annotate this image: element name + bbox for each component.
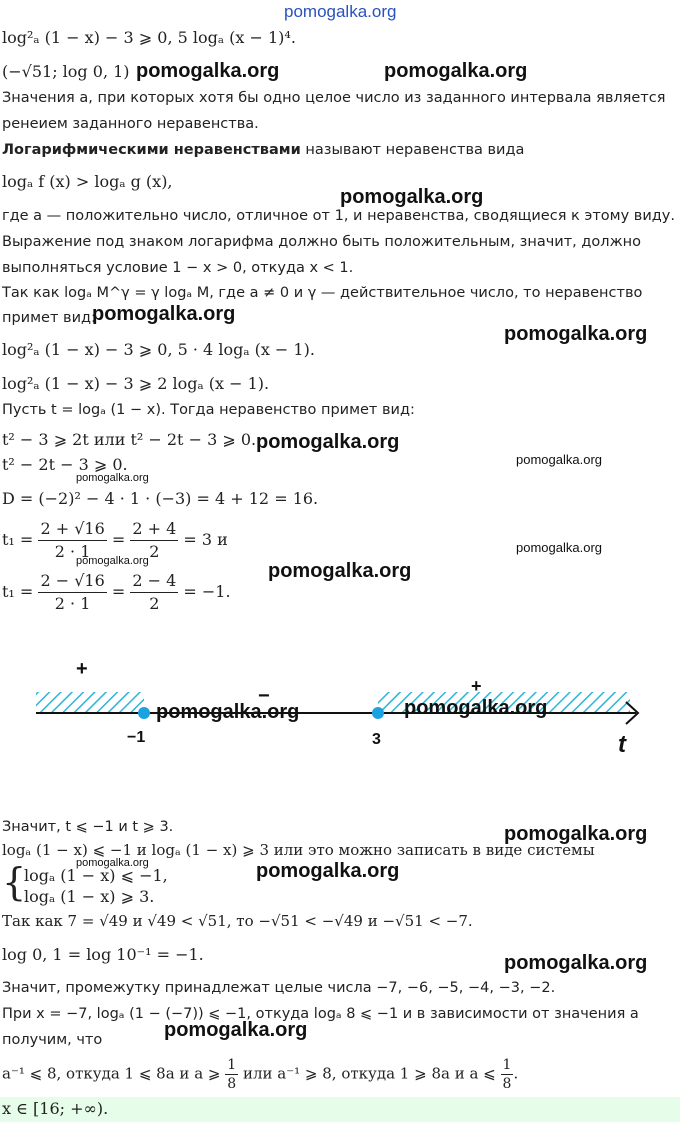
- body-text: Так как logₐ M^γ = γ logₐ M, где a ≠ 0 и γ — действительное число, то неравенство: [2, 285, 643, 301]
- system-brace: {: [2, 860, 27, 904]
- condition-part-1: a⁻¹ ⩽ 8, откуда 1 ⩽ 8a и a ⩾: [2, 1064, 221, 1083]
- interval: (−√51; log 0, 1): [2, 62, 130, 81]
- conclusion: Значит, t ⩽ −1 и t ⩾ 3.: [2, 819, 174, 835]
- numerator: 2 − 4: [130, 570, 178, 593]
- hatch-left: [36, 692, 144, 712]
- watermark: pomogalka.org: [256, 431, 400, 453]
- system-line-2: logₐ (1 − x) ⩾ 3.: [24, 887, 155, 906]
- watermark: pomogalka.org: [92, 303, 236, 325]
- watermark: pomogalka.org: [268, 560, 412, 582]
- sign-right: +: [471, 676, 482, 696]
- integers-text: Значит, промежутку принадлежат целые числа −7, −6, −5, −4, −3, −2.: [2, 980, 556, 996]
- body-text: выполняться условие 1 − x > 0, откуда x < 1.: [2, 260, 354, 276]
- watermark: pomogalka.org: [516, 540, 602, 555]
- definition-rest: называют неравенства вида: [300, 142, 525, 158]
- root-1: t₁ = $\frac{2 + √16}{2 \cdot 1}$ = $\frac{2 + 4}{2}$ = 3 и: [2, 519, 228, 561]
- log-value: log 0, 1 = log 10⁻¹ = −1.: [2, 945, 204, 964]
- discriminant: D = (−2)² − 4 · 1 · (−3) = 4 + 12 = 16.: [2, 489, 319, 508]
- sign-mid: −: [258, 685, 270, 707]
- watermark: pomogalka.org: [384, 60, 528, 82]
- fraction: [501, 1056, 514, 1093]
- numerator: 1: [502, 1057, 512, 1073]
- definition-text: [2, 140, 524, 160]
- watermark-top: pomogalka.org: [284, 2, 397, 21]
- original-inequality: log²ₐ (1 − x) − 3 ⩾ 0, 5 logₐ (x − 1)⁴.: [2, 28, 296, 47]
- label-3: 3: [372, 731, 381, 748]
- answer: x ∈ [16; +∞).: [2, 1099, 109, 1118]
- formula: log²ₐ (1 − x) − 3 ⩾ 2 logₐ (x − 1).: [2, 374, 270, 393]
- system-line-1: logₐ (1 − x) ⩽ −1,: [24, 866, 168, 885]
- answer-bar: [0, 1097, 680, 1122]
- denominator: 2: [149, 594, 160, 613]
- watermark: pomogalka.org: [404, 697, 548, 719]
- body-text: получим, что: [2, 1032, 103, 1048]
- body-text: Выражение под знаком логарифма должно быть положительным, значит, должно: [2, 234, 641, 250]
- watermark: pomogalka.org: [164, 1019, 308, 1041]
- comparison: Так как 7 = √49 и √49 < √51, то −√51 < −√49 и −√51 < −7.: [2, 912, 473, 930]
- root-label: t₁ =: [2, 530, 34, 549]
- watermark: pomogalka.org: [76, 555, 149, 567]
- denominator: 8: [227, 1076, 237, 1092]
- root-value: = 3 и: [183, 530, 228, 549]
- sign-left: +: [76, 658, 88, 680]
- condition-part-2: или a⁻¹ ⩾ 8, откуда 1 ⩾ 8a и a ⩽: [242, 1064, 496, 1083]
- watermark: pomogalka.org: [504, 952, 648, 974]
- watermark: pomogalka.org: [504, 823, 648, 845]
- watermark: pomogalka.org: [256, 860, 400, 882]
- watermark: pomogalka.org: [76, 857, 149, 869]
- body-text: примет вид:: [2, 310, 96, 326]
- task-text: Значения a, при которых хотя бы одно целое число из заданного интервала является: [2, 90, 666, 106]
- watermark: pomogalka.org: [156, 701, 300, 723]
- denominator: 2: [149, 542, 160, 561]
- formula: log²ₐ (1 − x) − 3 ⩾ 0, 5 · 4 logₐ (x − 1).: [2, 340, 315, 359]
- denominator: 8: [502, 1076, 512, 1092]
- formula: t² − 2t − 3 ⩾ 0.: [2, 455, 128, 474]
- point-3: [372, 707, 384, 719]
- body-text: где a — положительно число, отличное от 1, и неравенства, сводящиеся к этому виду.: [2, 208, 675, 224]
- number-line: [0, 650, 680, 760]
- denominator: 2 · 1: [54, 594, 91, 613]
- fraction: [130, 570, 178, 615]
- watermark: pomogalka.org: [136, 60, 280, 82]
- root-value: = −1.: [183, 582, 231, 601]
- formula: t² − 3 ⩾ 2t или t² − 2t − 3 ⩾ 0.: [2, 430, 257, 449]
- label-neg1: −1: [127, 729, 146, 746]
- fraction: [38, 570, 106, 615]
- denominator: 2 · 1: [54, 542, 91, 561]
- final-condition: a⁻¹ ⩽ 8, откуда 1 ⩽ 8a и a ⩾ $\frac{1}{8}$ или a⁻¹ ⩾ 8, откуда 1 ⩾ 8a и a ⩽ $\frac{1}{8}$ .: [2, 1057, 519, 1092]
- body-text: Пусть t = logₐ (1 − x). Тогда неравенство примет вид:: [2, 402, 415, 418]
- watermark: pomogalka.org: [340, 186, 484, 208]
- numerator: 2 + √16: [38, 518, 106, 541]
- axis-label: t: [618, 731, 626, 758]
- point-neg1: [138, 707, 150, 719]
- watermark: pomogalka.org: [504, 323, 648, 345]
- root-2: t₁ = $\frac{2 - √16}{2 \cdot 1}$ = $\frac{2 - 4}{2}$ = −1.: [2, 571, 231, 613]
- body-text: При x = −7, logₐ (1 − (−7)) ⩽ −1, откуда logₐ 8 ⩽ −1 и в зависимости от значения a: [2, 1006, 639, 1022]
- numerator: 2 + 4: [130, 518, 178, 541]
- definition-term: Логарифмическими неравенствами: [2, 142, 301, 158]
- fraction: [225, 1056, 238, 1093]
- numerator: 1: [227, 1057, 237, 1073]
- root-label: t₁ =: [2, 582, 34, 601]
- watermark: pomogalka.org: [76, 472, 149, 484]
- numerator: 2 − √16: [38, 570, 106, 593]
- definition-formula: logₐ f (x) > logₐ g (x),: [2, 172, 173, 191]
- watermark: pomogalka.org: [516, 452, 602, 467]
- formula: logₐ (1 − x) ⩽ −1 и logₐ (1 − x) ⩾ 3 или это можно записать в виде системы: [2, 841, 595, 859]
- task-text: ренеием заданного неравенства.: [2, 116, 259, 132]
